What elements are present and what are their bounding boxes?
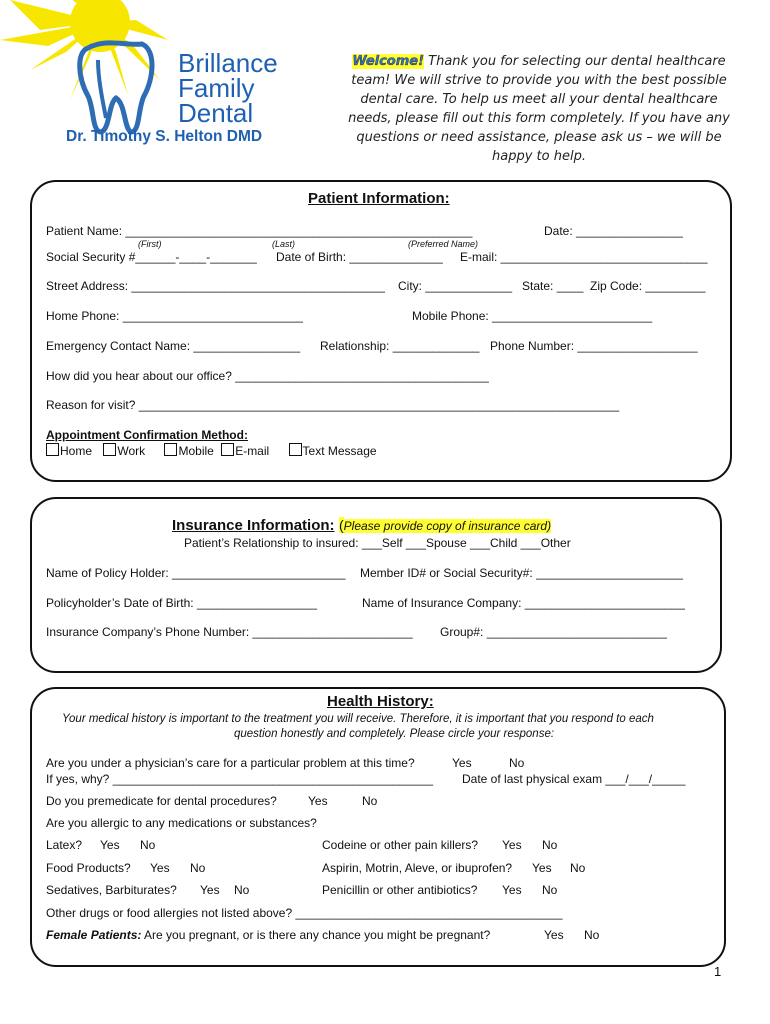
- sedatives-label: Sedatives, Barbiturates?: [46, 883, 177, 897]
- why-field[interactable]: If yes, why? ________________________________________________: [46, 772, 434, 786]
- logo-doctor: Dr. Timothy S. Helton DMD: [66, 128, 263, 145]
- female-text: Are you pregnant, or is there any chance you might be pregnant?: [141, 928, 491, 942]
- logo-line1: Brillance: [178, 48, 278, 78]
- option-text: Text Message: [302, 444, 377, 458]
- penicillin-label: Penicillin or other antibiotics?: [322, 883, 478, 897]
- sedatives-no[interactable]: No: [234, 883, 250, 897]
- patient-info-title: Patient Information:: [308, 190, 450, 207]
- health-title: Health History:: [327, 693, 434, 710]
- premedicate-yes[interactable]: Yes: [308, 794, 328, 808]
- insurance-note: Please provide copy of insurance card): [343, 519, 552, 533]
- female-question: [46, 928, 490, 942]
- latex-label: Latex?: [46, 838, 83, 852]
- aspirin-yes[interactable]: Yes: [532, 861, 552, 875]
- hear-about-field[interactable]: How did you hear about our office? ______________________________________: [46, 369, 489, 383]
- home-phone-field[interactable]: Home Phone: ___________________________: [46, 309, 303, 323]
- female-label: Female Patients:: [46, 928, 142, 942]
- q-physician: Are you under a physician’s care for a particular problem at this time?: [46, 756, 415, 770]
- sub-preferred: (Preferred Name): [408, 239, 479, 249]
- holder-dob-field[interactable]: Policyholder’s Date of Birth: __________________: [46, 596, 318, 610]
- relationship-field[interactable]: Relationship: _____________: [320, 339, 480, 353]
- option-mobile: Mobile: [178, 444, 214, 458]
- sub-last: (Last): [272, 239, 296, 249]
- health-intro-1: Your medical history is important to the treatment you will receive. Therefore, it is important that you respond to each: [62, 713, 654, 725]
- insurance-title: Insurance Information:: [172, 517, 335, 534]
- city-field[interactable]: City: _____________: [398, 279, 513, 293]
- codeine-label: Codeine or other pain killers?: [322, 838, 479, 852]
- insurance-company-field[interactable]: Name of Insurance Company: ________________________: [362, 596, 685, 610]
- ssn-field[interactable]: Social Security #______-____-_______: [46, 250, 257, 264]
- aspirin-no[interactable]: No: [570, 861, 586, 875]
- health-history-section: [30, 687, 726, 967]
- insured-relationship[interactable]: Patient’s Relationship to insured: ___Self ___Spouse ___Child ___Other: [184, 536, 571, 550]
- confirm-method-title: Appointment Confirmation Method:: [46, 428, 248, 442]
- aspirin-label: Aspirin, Motrin, Aleve, or ibuprofen?: [322, 861, 513, 875]
- reason-field[interactable]: Reason for visit? ________________________________________________________________________: [46, 398, 620, 412]
- mobile-phone-field[interactable]: Mobile Phone: ________________________: [412, 309, 653, 323]
- welcome-text: Thank you for selecting our dental healthcare team! We will strive to provide you with the best possible dental care. To help us meet all your dental healthcare needs, please fill out this form completely. If you have any questions or need assistance, please ask us – we will be happy to help.: [348, 54, 730, 164]
- welcome-message: [344, 52, 734, 166]
- premedicate-no[interactable]: No: [362, 794, 378, 808]
- option-work: Work: [117, 444, 146, 458]
- phone-number-field[interactable]: Phone Number: __________________: [490, 339, 698, 353]
- logo-line3: Dental: [178, 98, 254, 128]
- health-intro-2: question honestly and completely. Please circle your response:: [234, 728, 555, 740]
- codeine-no[interactable]: No: [542, 838, 558, 852]
- confirm-options: [46, 443, 377, 458]
- emergency-contact-field[interactable]: Emergency Contact Name: ________________: [46, 339, 301, 353]
- food-no[interactable]: No: [190, 861, 206, 875]
- insurance-paren: (: [338, 517, 344, 533]
- welcome-bold: Welcome!: [352, 54, 425, 69]
- patient-name-field[interactable]: Patient Name: ____________________________________________________: [46, 224, 473, 238]
- email-field[interactable]: E-mail: _______________________________: [460, 250, 708, 264]
- penicillin-yes[interactable]: Yes: [502, 883, 522, 897]
- latex-no[interactable]: No: [140, 838, 156, 852]
- option-home: Home: [60, 444, 93, 458]
- checkbox-email[interactable]: [221, 443, 234, 456]
- insurance-section: [30, 497, 722, 673]
- checkbox-text[interactable]: [289, 443, 302, 456]
- logo: [0, 0, 340, 160]
- sedatives-yes[interactable]: Yes: [200, 883, 220, 897]
- pregnant-yes[interactable]: Yes: [544, 928, 564, 942]
- page-number: 1: [714, 964, 722, 979]
- state-field[interactable]: State: ____: [522, 279, 584, 293]
- zip-field[interactable]: Zip Code: _________: [590, 279, 706, 293]
- food-yes[interactable]: Yes: [150, 861, 170, 875]
- q-premedicate: Do you premedicate for dental procedures?: [46, 794, 277, 808]
- q-allergic: Are you allergic to any medications or substances?: [46, 816, 317, 830]
- street-field[interactable]: Street Address: ______________________________________: [46, 279, 385, 293]
- checkbox-home[interactable]: [46, 443, 59, 456]
- codeine-yes[interactable]: Yes: [502, 838, 522, 852]
- policy-holder-field[interactable]: Name of Policy Holder: __________________________: [46, 566, 346, 580]
- food-label: Food Products?: [46, 861, 131, 875]
- sub-first: (First): [138, 239, 162, 249]
- dob-field[interactable]: Date of Birth: ______________: [276, 250, 443, 264]
- tooth-icon: [76, 38, 156, 138]
- other-allergies-field[interactable]: Other drugs or food allergies not listed above? ________________________________________: [46, 906, 563, 920]
- penicillin-no[interactable]: No: [542, 883, 558, 897]
- insurance-title-row: [172, 517, 551, 535]
- latex-yes[interactable]: Yes: [100, 838, 120, 852]
- logo-line2: Family: [178, 73, 255, 103]
- physician-yes[interactable]: Yes: [452, 756, 472, 770]
- date-field[interactable]: Date: ________________: [544, 224, 683, 238]
- checkbox-mobile[interactable]: [164, 443, 177, 456]
- patient-info-section: [30, 180, 732, 482]
- option-email: E-mail: [235, 444, 270, 458]
- physician-no[interactable]: No: [509, 756, 525, 770]
- member-id-field[interactable]: Member ID# or Social Security#: ______________________: [360, 566, 683, 580]
- pregnant-no[interactable]: No: [584, 928, 600, 942]
- group-field[interactable]: Group#: ___________________________: [440, 625, 667, 639]
- physical-exam-field[interactable]: Date of last physical exam ___/___/_____: [462, 772, 686, 786]
- checkbox-work[interactable]: [103, 443, 116, 456]
- company-phone-field[interactable]: Insurance Company’s Phone Number: ________________________: [46, 625, 413, 639]
